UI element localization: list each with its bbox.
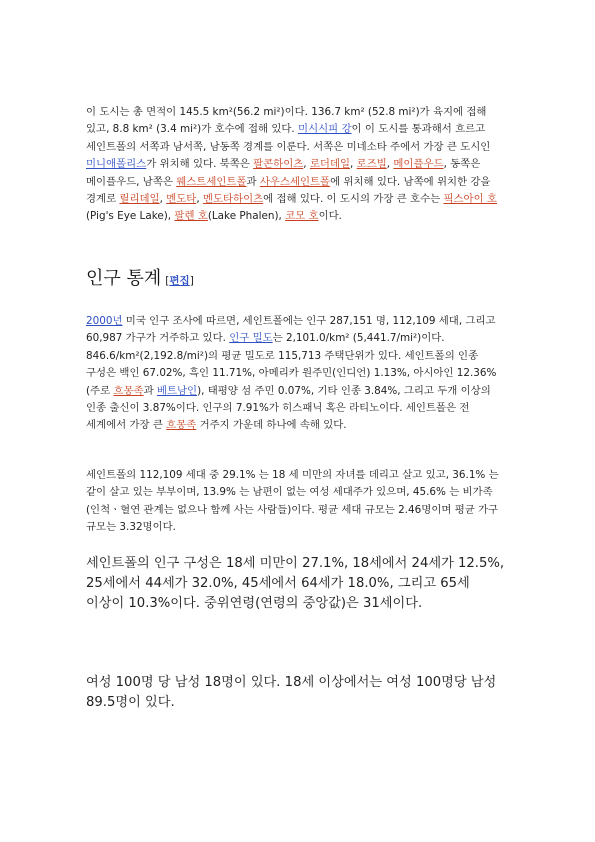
text-run: 과 [143, 384, 157, 397]
wiki-link[interactable]: 릴리데일 [119, 193, 160, 206]
edit-section: [편집] [165, 275, 194, 287]
gender-ratio-paragraph: 여성 100명 당 남성 18명이 있다. 18세 이상에서는 여성 100명당 남성 89.5명이 있다. [86, 675, 497, 710]
text-run: 에 접해 있다. 이 도시의 가장 큰 호수는 [263, 193, 444, 206]
wiki-link[interactable]: 메이플우드 [393, 158, 444, 171]
wiki-link[interactable]: 사우스세인트폴 [259, 175, 331, 188]
text-run: 에 위치해 있다. 남쪽에 위치한 강을 경계로 [86, 175, 491, 206]
wiki-link[interactable]: 웨스트세인트폴 [176, 175, 247, 188]
text-run: , [196, 193, 203, 206]
text-run: , [159, 193, 167, 206]
wiki-link[interactable]: 미시시피 강 [298, 123, 352, 136]
text-run: , 동쪽은 메이플우드, 남쪽은 [86, 158, 481, 188]
text-run: , [386, 158, 394, 171]
wiki-link[interactable]: 미니애폴리스 [86, 158, 147, 171]
text-run: ), 태평양 섬 주민 0.07%, 기타 인종 3.84%, 그리고 두개 이상의 인종 출신이 3.87%이다. 인구의 7.91%가 히스패닉 혹은 라티노이다. 세인트폴은 전 세계에서 가장 큰 [86, 384, 491, 432]
wiki-link[interactable]: 멘도타 [166, 193, 197, 206]
text-run: 이 도시는 총 면적이 145.5 km²(56.2 mi²)이다. 136.7 km² (52.8 mi²)가 육지에 접해 있고, 8.8 km² (3.4 mi²)가 호수에 접해 있다. [86, 106, 487, 136]
census-paragraph [86, 313, 510, 435]
wiki-link[interactable]: 로더데일 [309, 158, 351, 171]
age-paragraph: 세인트폴의 인구 구성은 18세 미만이 27.1%, 18세에서 24세가 12.5%, 25세에서 44세가 32.0%, 45세에서 64세가 18.0%, 그리고 65세 이상이 10.3%이다. 중위연령(연령의 중앙값)은 31세이다. [86, 556, 505, 611]
wiki-link[interactable]: 코모 호 [285, 210, 319, 223]
wiki-link[interactable]: 인구 밀도 [229, 332, 273, 345]
wiki-link[interactable]: 팔렌 호 [174, 210, 208, 223]
wiki-link[interactable]: 2000년 [86, 315, 123, 327]
text-run: 가 위치해 있다. 북쪽은 [146, 158, 254, 171]
wiki-link[interactable]: 팔콘하이츠 [253, 158, 304, 171]
wiki-link[interactable]: 흐몽족 [113, 384, 144, 397]
text-run: 이 이 도시를 통과해서 흐르고 세인트폴의 서쪽과 남서쪽, 남동쪽 경계를 이룬다. 서쪽은 미네소타 주에서 가장 큰 도시인 [86, 123, 491, 153]
edit-link[interactable]: 편집 [169, 275, 190, 287]
text-run: , [350, 158, 357, 171]
text-run: (Pig's Eye Lake), [86, 210, 175, 223]
text-run: 미국 인구 조사에 따르면, 세인트폴에는 인구 287,151 명, 112,109 세대, 그리고 60,987 가구가 거주하고 있다. [86, 315, 496, 345]
text-run: 거주지 가운데 하나에 속해 있다. [196, 419, 347, 432]
wiki-link[interactable]: 베트남인 [156, 384, 198, 397]
section-title: 인구 통계 [86, 268, 162, 289]
text-run: , [303, 158, 310, 171]
wiki-link[interactable]: 픽스아이 호 [443, 193, 497, 206]
text-run: (Lake Phalen), [207, 210, 286, 223]
section-heading [86, 264, 194, 290]
text-run: 이다. [318, 210, 342, 223]
text-run: 는 2,101.0/km² (5,441.7/mi²)이다. 846.6/km²(2,192.8/mi²)의 평균 밀도로 115,713 주택단위가 있다. 세인트폴의 인종 구성은 백인 67.02%, 흑인 11.71%, 아메리카 원주민(인디언) 1.13%, 아시아인 12.36%(주로 [86, 332, 497, 397]
household-paragraph: 세인트폴의 112,109 세대 중 29.1% 는 18 세 미만의 자녀를 데리고 살고 있고, 36.1% 는 같이 살고 있는 부부이며, 13.9% 는 남편이 없는 여성 세대주가 있으며, 45.6% 는 비가족(인척ㆍ혈연 관계는 없으나 함께 사는 사람들)이다. 평균 세대 규모는 2.46명이며 평균 가구 규모는 3.32명이다. [86, 469, 499, 534]
text-run: 과 [246, 175, 260, 188]
wiki-link[interactable]: 로즈빌 [356, 158, 387, 171]
geography-paragraph [86, 104, 510, 226]
wiki-link[interactable]: 흐몽족 [166, 419, 197, 432]
wiki-link[interactable]: 멘도타하이츠 [202, 193, 264, 206]
